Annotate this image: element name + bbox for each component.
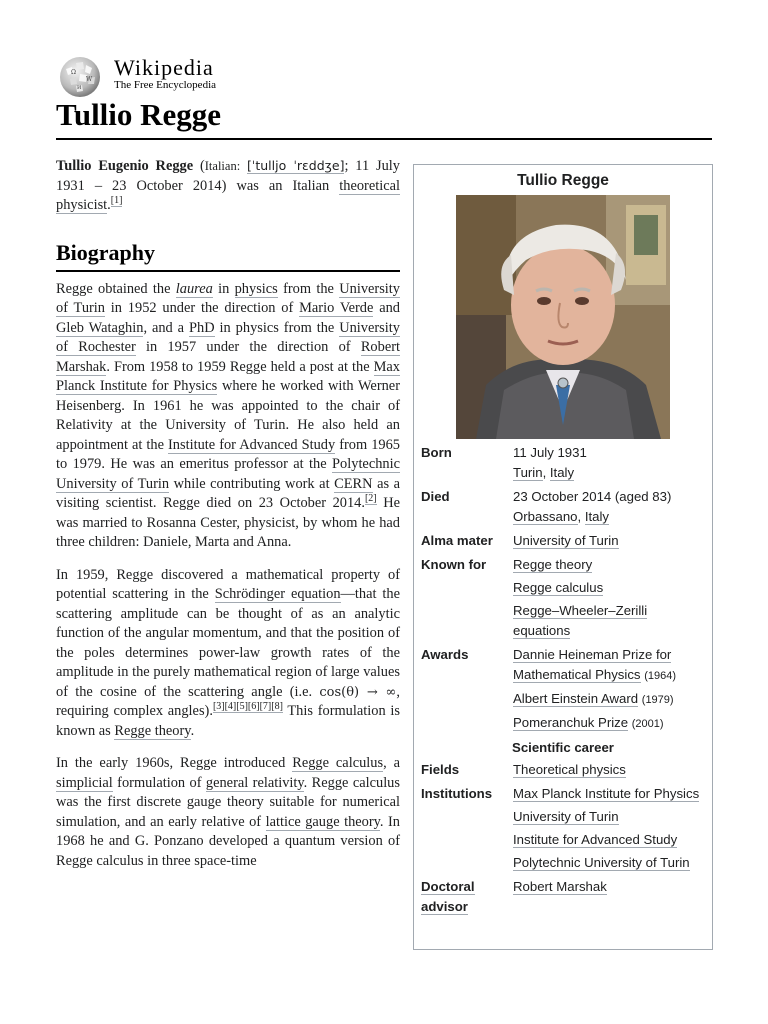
born-row: Born 11 July 1931 Turin, Italy (414, 443, 712, 487)
infobox (413, 164, 713, 950)
scientific-career-heading: Scientific career (512, 740, 614, 755)
doctoral-advisor-link[interactable]: Robert Marshak (513, 879, 607, 894)
ref-2[interactable]: [2] (364, 493, 377, 505)
intro-paragraph: Tullio Eugenio Regge (Italian: [ˈtulljo ˈrɛddʒe]; 11 July 1931 – 23 October 2014) was an Italian theoretical physicist.[1] (56, 158, 400, 213)
intro-text: ; 11 July 1931 – 23 October 2014) was an Italian (56, 158, 400, 194)
university-of-turin-link[interactable]: University of Turin (56, 280, 400, 316)
university-of-rochester-link[interactable]: University of Rochester (56, 319, 400, 355)
fields-link[interactable]: Theoretical physics (513, 762, 626, 777)
simplicial-link[interactable]: simplicial (56, 774, 113, 791)
gleb-wataghin-link[interactable]: Gleb Wataghin (56, 319, 144, 336)
svg-text:W: W (86, 76, 93, 83)
lattice-gauge-theory-link[interactable]: lattice gauge theory (265, 813, 380, 830)
cern-link[interactable]: CERN (334, 475, 373, 492)
alma-mater-row (414, 531, 712, 551)
bio-paragraph-3: In the early 1960s, Regge introduced Regge calculus, a simplicial formulation of general relativity. Regge calculus was the first discrete gauge theory suitable for numerical simulation, and an early relative of lattice gauge theory. In 1968 he and G. Ponzano developed a quantum version of Regge calculus in three space-time (56, 755, 401, 869)
fields-label: Fields (421, 762, 460, 777)
died-row: Died 23 October 2014 (aged 83) Orbassano, Italy (414, 487, 712, 531)
known-for-item[interactable]: Regge–Wheeler–Zerilli equations (513, 603, 648, 638)
institution-item[interactable]: Polytechnic University of Turin (513, 855, 690, 870)
subject-name: Tullio Eugenio Regge (56, 158, 194, 174)
page-title: Tullio Regge (56, 96, 712, 140)
doctoral-advisor-row (414, 877, 712, 917)
born-date: 11 July 1931 (513, 445, 587, 460)
doctoral-advisor-label[interactable]: Doctoral advisor (421, 879, 475, 914)
ref-1[interactable]: [1] (110, 195, 123, 207)
born-label: Born (421, 445, 452, 460)
italy-link[interactable]: Italy (549, 465, 575, 480)
known-for-label: Known for (421, 557, 487, 572)
laurea-link[interactable]: laurea (175, 280, 213, 297)
max-planck-institute-link[interactable]: Max Planck Institute for Physics (56, 358, 400, 394)
svg-text:И: И (77, 85, 82, 91)
known-for-item[interactable]: Regge calculus (513, 580, 604, 595)
awards-row (414, 645, 712, 734)
general-relativity-link[interactable]: general relativity (205, 774, 304, 791)
institution-item[interactable]: University of Turin (513, 809, 619, 824)
alma-mater-label: Alma mater (421, 533, 493, 548)
ipa-link[interactable]: [ˈtulljo ˈrɛddʒe] (247, 158, 345, 173)
infobox-title: Tullio Regge (517, 172, 609, 189)
article-body (56, 156, 400, 884)
bio-paragraph-2: In 1959, Regge discovered a mathematical property of potential scattering in the Schrödinger equation—that the scattering amplitude can be thought of as an analytic function of the angular momentum, and that the position of the poles determines power-law growth rates of the amplitude in the purely mathematical region of large values of the cosine of the scattering angle (i.e. cos(θ) → ∞, requiring complex angles).[3][4][5][6][7][8] This formulation is known as Regge theory. (56, 566, 400, 739)
wikipedia-globe-logo[interactable] (56, 55, 106, 99)
svg-text:Ω: Ω (71, 69, 76, 76)
alma-mater-link[interactable]: University of Turin (513, 533, 619, 548)
regge-calculus-link[interactable]: Regge calculus (292, 755, 384, 771)
polytechnic-university-link[interactable]: Polytechnic University of Turin (56, 456, 400, 492)
biography-heading: Biography (56, 240, 400, 272)
died-label: Died (421, 489, 450, 504)
bio-paragraph-1: Regge obtained the laurea in physics from the University of Turin in 1952 under the direction of Mario Verde and Gleb Wataghin, and a PhD in physics from the University of Rochester in 1957 under the direction of Robert Marshak. From 1958 to 1959 Regge held a post at the Max Planck Institute for Physics where he worked with Werner Heisenberg. In 1961 he was appointed to the chair of Relativity at the University of Turin. He also held an appointment at the Institute for Advanced Study from 1965 to 1979. He was an emeritus professor at the Polytechnic University of Turin while contributing work at CERN as a visiting scientist. Regge died on 23 October 2014.[2] He was married to Rosanna Cester, physicist, by whom he had three children: Daniele, Marta and Anna. (56, 280, 401, 550)
died-date: 23 October 2014 (aged 83) (513, 489, 672, 504)
award-year: (1979) (641, 694, 674, 706)
fields-row (414, 760, 712, 780)
awards-label: Awards (421, 647, 469, 662)
institution-item[interactable]: Institute for Advanced Study (513, 832, 678, 847)
institutions-label: Institutions (421, 786, 493, 801)
award-item[interactable]: Dannie Heineman Prize for Mathematical Physics (513, 647, 672, 682)
refs-3-8[interactable]: [3][4][5][6][7][8] (212, 701, 283, 713)
award-year: (1964) (644, 670, 676, 682)
turin-link[interactable]: Turin (513, 465, 543, 480)
award-year: (2001) (631, 718, 664, 730)
orbassano-link[interactable]: Orbassano (513, 509, 578, 524)
award-item[interactable]: Albert Einstein Award (513, 691, 639, 706)
award-item[interactable]: Pomeranchuk Prize (513, 715, 629, 730)
institute-for-advanced-study-link[interactable]: Institute for Advanced Study (168, 436, 336, 453)
schrodinger-equation-link[interactable]: Schrödinger equation (214, 586, 341, 602)
italy-link-2[interactable]: Italy (584, 509, 610, 524)
mario-verde-link[interactable]: Mario Verde (299, 300, 374, 316)
site-subtitle: The Free Encyclopedia (114, 79, 217, 91)
portrait-photo[interactable] (456, 195, 670, 439)
phd-link[interactable]: PhD (189, 319, 215, 336)
institution-item[interactable]: Max Planck Institute for Physics (513, 786, 700, 801)
institutions-row (414, 784, 712, 877)
regge-theory-link[interactable]: Regge theory (114, 722, 191, 739)
theoretical-physicist-link[interactable]: theoretical physicist (56, 177, 400, 213)
physics-link[interactable]: physics (234, 280, 278, 297)
site-header (56, 55, 716, 95)
known-for-row (414, 555, 712, 645)
infobox-table (414, 443, 712, 917)
site-title[interactable]: Wikipedia (114, 55, 214, 80)
math-expression: cos(θ) → ∞ (319, 684, 397, 700)
robert-marshak-link[interactable]: Robert Marshak (56, 339, 400, 375)
known-for-item[interactable]: Regge theory (513, 557, 593, 572)
language-label: Italian: (204, 159, 241, 173)
